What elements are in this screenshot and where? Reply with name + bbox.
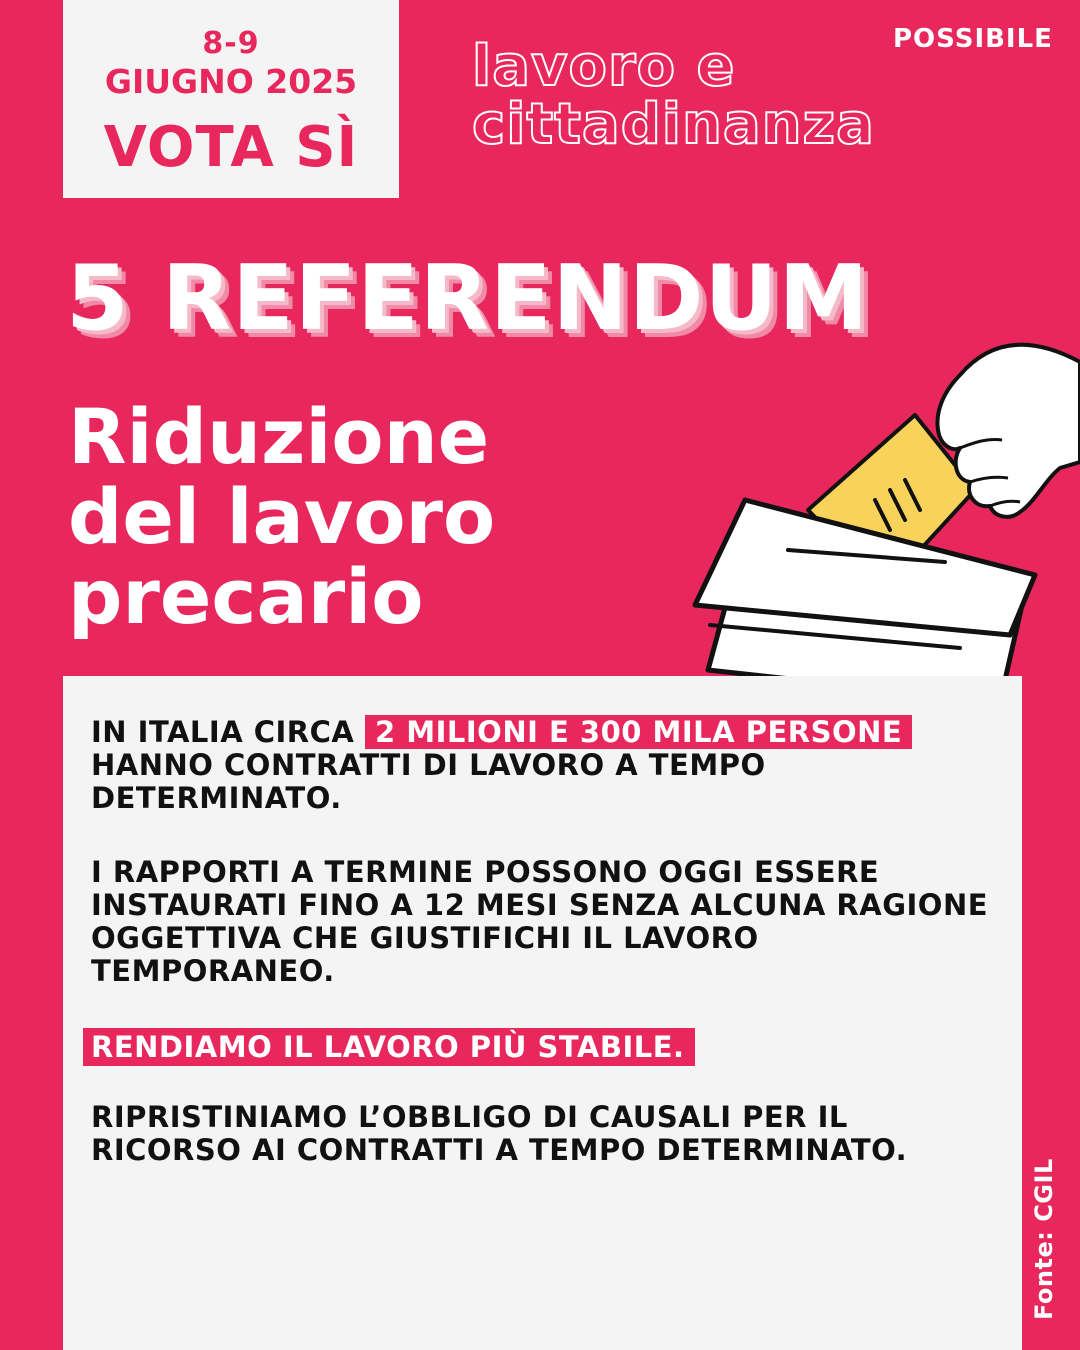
- info-panel: [63, 676, 1022, 1350]
- theme-line-1: lavoro e: [472, 34, 736, 99]
- statistic-outro: HANNO CONTRATTI DI LAVORO A TEMPO DETERMINATO.: [91, 748, 766, 815]
- theme-line-2: cittadinanza: [472, 92, 875, 157]
- subtitle-line-2: del lavoro: [68, 472, 496, 561]
- vote-month-year: GIUGNO 2025: [104, 62, 358, 101]
- theme-title: [472, 34, 875, 157]
- statistic-intro: IN ITALIA CIRCA: [91, 715, 355, 749]
- vote-call: VOTA SÌ: [103, 115, 359, 180]
- paragraph-proposal: RIPRISTINIAMO L’OBBLIGO DI CAUSALI PER IL RICORSO AI CONTRATTI A TEMPO DETERMINATO.: [91, 1100, 908, 1167]
- headline: 5 REFERENDUM: [66, 246, 870, 351]
- subtitle-line-3: precario: [68, 552, 424, 641]
- possibile-logo: POSSIBILE: [893, 24, 1053, 54]
- source-credit: Fonte: CGIL: [1030, 1158, 1058, 1320]
- statistic-highlight: 2 MILIONI E 300 MILA PERSONE: [365, 715, 912, 749]
- date-box: [63, 0, 399, 198]
- vote-days: 8-9: [202, 26, 260, 61]
- paragraph-statistic: [91, 716, 991, 815]
- paragraph-current-rules: I RAPPORTI A TERMINE POSSONO OGGI ESSERE INSTAURATI FINO A 12 MESI SENZA ALCUNA RAGIONE OGGETTIVA CHE GIUSTIFICHI IL LAVORO TEMPORANEO.: [91, 855, 989, 988]
- subtitle-line-1: Riduzione: [68, 392, 490, 481]
- subtitle: [68, 392, 496, 641]
- slogan-highlight: RENDIAMO IL LAVORO PIÙ STABILE.: [83, 1028, 695, 1066]
- paragraph-slogan: [83, 1031, 983, 1064]
- ballot-box-illustration: [690, 330, 1080, 710]
